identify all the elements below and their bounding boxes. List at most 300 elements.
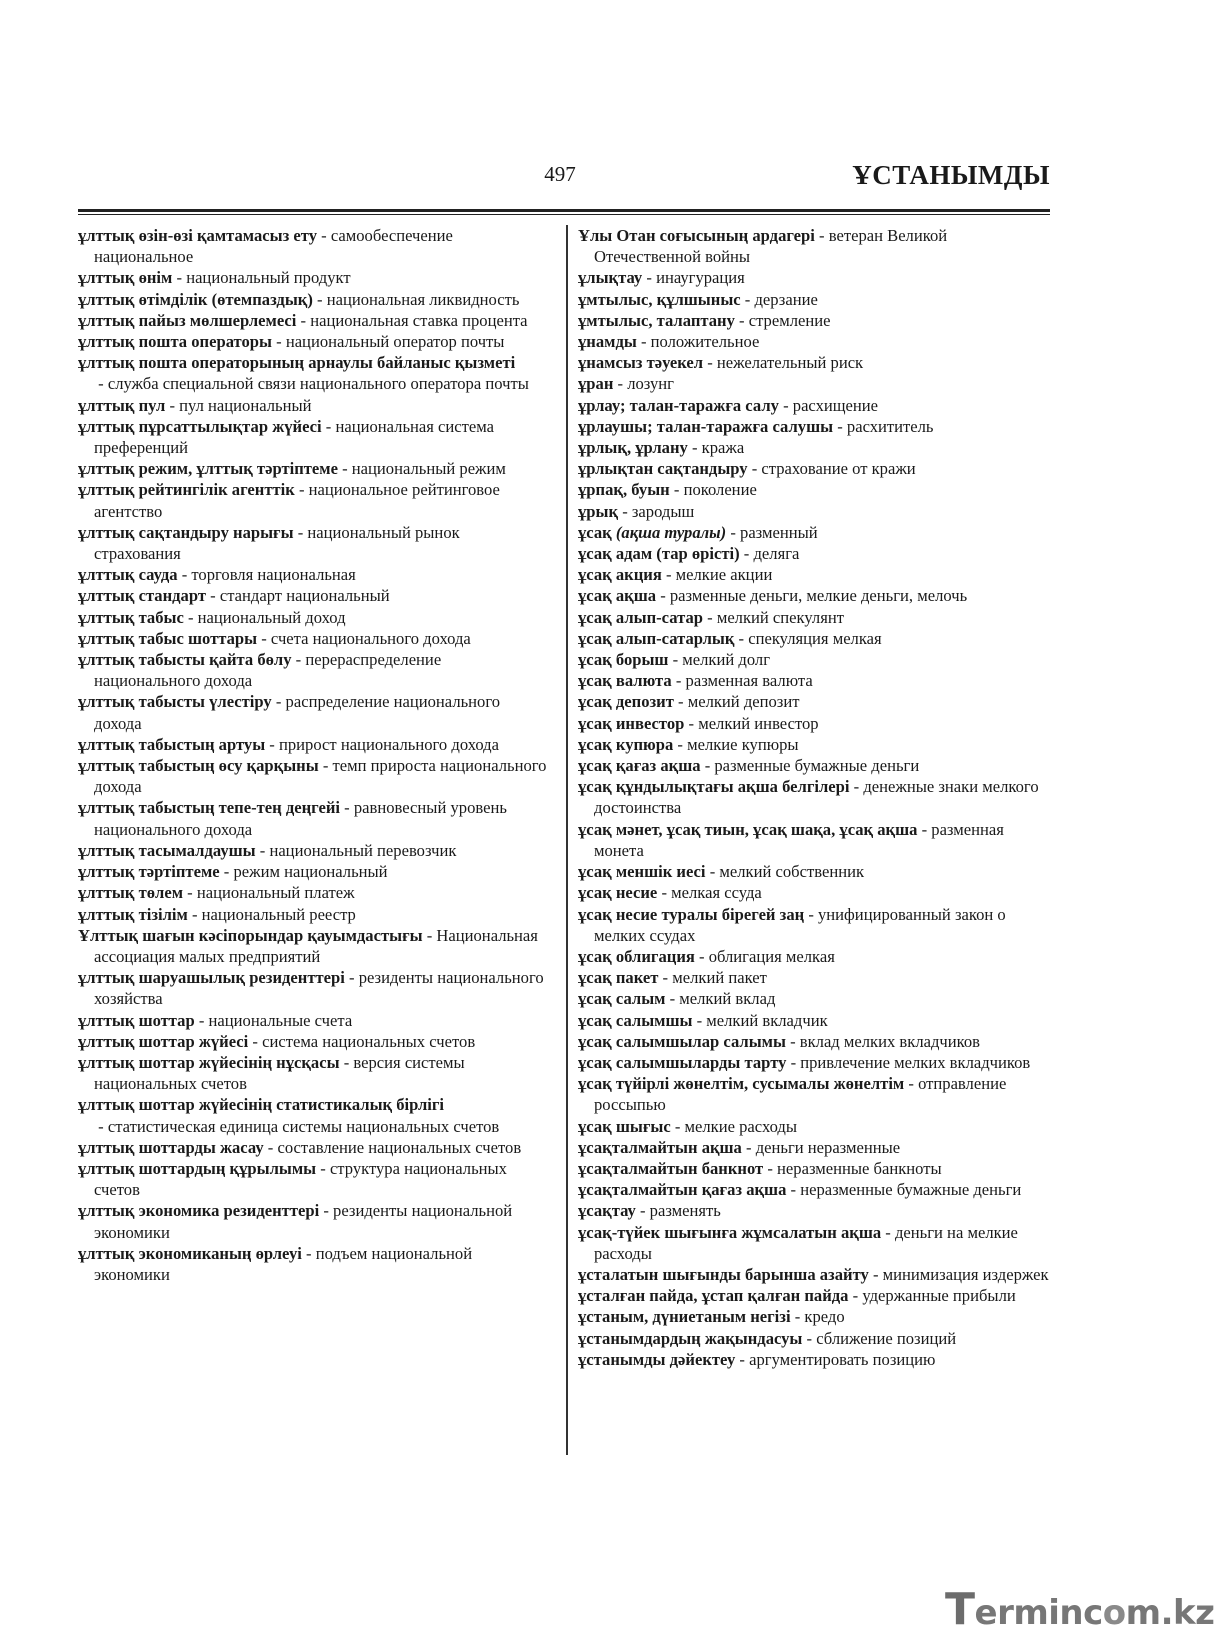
right-column (578, 225, 1053, 1370)
entry-separator: - (673, 734, 688, 754)
header-rule-thin (78, 214, 1050, 215)
dictionary-entry (78, 458, 548, 479)
entry-translation: стремление (748, 310, 831, 330)
entry-term: ұлттық шоттар жүйесінің статистикалық бірлігі (78, 1095, 445, 1115)
dictionary-entry (78, 882, 548, 903)
entry-translation: равновесный уровень национального дохода (94, 798, 507, 839)
entry-term: ұсақ салым (578, 989, 666, 1009)
entry-separator: - (293, 522, 308, 542)
dictionary-entry (78, 1052, 548, 1094)
dictionary-entry (578, 1116, 1053, 1137)
entry-translation: статистическая единица системы национальных счетов (107, 1116, 500, 1136)
dictionary-entry (78, 840, 548, 861)
entry-term: ұлттық экономиканың өрлеуі (78, 1243, 302, 1263)
dictionary-entry (578, 967, 1053, 988)
entry-term: ұлттық табыс (78, 607, 184, 627)
entry-translation: сближение позиций (816, 1328, 957, 1348)
dictionary-entry (78, 1243, 548, 1285)
entry-separator: - (917, 819, 932, 839)
entry-translation: самообеспечение национальное (94, 226, 453, 267)
entry-translation: ветеран Великой Отечественной войны (594, 226, 948, 267)
entry-translation: инаугурация (656, 268, 745, 288)
entry-separator: - (734, 628, 749, 648)
entry-separator: - (658, 968, 673, 988)
entry-separator: - (183, 607, 198, 627)
entry-term: ұстанымдардың жақындасуы (578, 1328, 803, 1348)
entry-translation: расхищение (792, 395, 879, 415)
entry-translation: мелкий пакет (672, 968, 767, 988)
entry-translation: торговля национальная (191, 565, 356, 585)
dictionary-entry (578, 331, 1053, 352)
entry-translation: неразменные бумажные деньги (800, 1180, 1022, 1200)
entry-translation: национальный доход (197, 607, 346, 627)
entry-separator: - (183, 883, 197, 903)
dictionary-entry (578, 289, 1053, 310)
entry-term: ұлттық табыс шоттары (78, 628, 258, 648)
entry-separator: - (172, 268, 187, 288)
entry-term: ұсақ депозит (578, 692, 674, 712)
entry-term: ұлттық сауда (78, 565, 178, 585)
entry-translation: мелкие купюры (687, 734, 799, 754)
dictionary-entry (78, 331, 548, 352)
entry-separator: - (165, 395, 180, 415)
entry-term: ұлттық табысты қайта бөлу (78, 650, 292, 670)
entry-separator: - (814, 226, 829, 245)
entry-term: ұсақ құндылықтағы ақша белгілері (578, 777, 850, 797)
entry-term: Ұлттық шағын кәсіпорындар қауымдастығы (78, 925, 423, 945)
entry-translation: мелкий спекулянт (716, 607, 844, 627)
entry-term: ұсақталмайтын банкнот (578, 1158, 764, 1178)
entry-separator: - (673, 692, 688, 712)
entry-term: ұлттық өзін-өзі қамтамасыз ету (78, 226, 317, 245)
entry-term: ұлттық пул (78, 395, 166, 415)
entry-translation: мелкие акции (675, 565, 773, 585)
entry-separator: - (177, 565, 192, 585)
entry-translation: минимизация издержек (882, 1264, 1049, 1284)
dictionary-entry (578, 1285, 1053, 1306)
dictionary-entry (578, 501, 1053, 522)
entry-term: ұсақ валюта (578, 671, 672, 691)
dictionary-entry (78, 607, 548, 628)
dictionary-entry (578, 1052, 1053, 1073)
dictionary-entry (578, 1073, 1053, 1115)
dictionary-entry (78, 1200, 548, 1242)
entry-separator: - (669, 480, 684, 500)
entry-translation: зародыш (631, 501, 695, 521)
entry-term: ұсақ-түйек шығынға жұмсалатын ақша (578, 1222, 882, 1242)
entry-separator: - (763, 1158, 778, 1178)
dictionary-entry (78, 925, 548, 967)
entry-term: ұсақ салымшы (578, 1010, 693, 1030)
entry-translation: разменная монета (594, 819, 1004, 860)
entry-term: ұстаным, дүниетаным негізі (578, 1307, 791, 1327)
entry-translation: деньги неразменные (755, 1137, 901, 1157)
entry-term: ұсақ салымшыларды тарту (578, 1052, 787, 1072)
entry-translation: аргументировать позицию (749, 1349, 936, 1369)
dictionary-entry (78, 797, 548, 839)
entry-separator: - (739, 544, 754, 564)
entry-separator: - (741, 1137, 756, 1157)
entry-translation: перераспределение национального дохода (94, 650, 442, 691)
entry-term: ұлықтау (578, 268, 643, 288)
entry-term: ұлттық пошта операторы (78, 332, 272, 352)
entry-term: ұран (578, 374, 614, 394)
entry-translation: мелкие расходы (684, 1116, 798, 1136)
entry-term: ұсақ пакет (578, 968, 659, 988)
dictionary-entry (78, 1010, 548, 1031)
dictionary-entry (578, 395, 1053, 416)
dictionary-entry (78, 564, 548, 585)
entry-term: ұнамды (578, 332, 637, 352)
entry-term: ұлттық сақтандыру нарығы (78, 522, 294, 542)
dictionary-entry (78, 395, 548, 416)
entry-separator: - (312, 289, 327, 309)
entry-translation: удержанные прибыли (862, 1286, 1016, 1306)
entry-translation: мелкий вкладчик (706, 1010, 828, 1030)
dictionary-entry (78, 967, 548, 1009)
entry-term: ұсақ салымшылар салымы (578, 1031, 786, 1051)
entry-separator: - (881, 1222, 895, 1242)
dictionary-entry (578, 691, 1053, 712)
entry-translation: национальный режим (351, 459, 506, 479)
dictionary-entry (78, 1137, 548, 1158)
entry-translation: отправление россыпью (594, 1074, 1007, 1115)
dictionary-entry (78, 1094, 548, 1136)
entry-separator: - (786, 1052, 801, 1072)
entry-translation: деляга (753, 544, 800, 564)
dictionary-entry (578, 1137, 1053, 1158)
entry-translation: резиденты национальной экономики (94, 1201, 513, 1242)
entry-translation: национальная ликвидность (326, 289, 520, 309)
entry-translation: кредо (804, 1307, 845, 1327)
entry-separator: - (848, 1286, 863, 1306)
entry-translation: положительное (650, 332, 760, 352)
entry-term: ұлттық стандарт (78, 586, 207, 606)
entry-separator: - (694, 946, 709, 966)
entry-separator: - (255, 840, 270, 860)
entry-separator: - (194, 1010, 209, 1030)
entry-translation: национальное рейтинговое агентство (94, 480, 500, 521)
entry-term: ұсақ купюра (578, 734, 674, 754)
dictionary-entry (578, 310, 1053, 331)
dictionary-entry (578, 819, 1053, 861)
watermark-o: o (1102, 1593, 1126, 1633)
entry-term: ұлттық тәртіптеме (78, 862, 220, 882)
dictionary-entry (578, 755, 1053, 776)
entry-separator: - (339, 1052, 354, 1072)
entry-term: ұсақ несие (578, 883, 658, 903)
entry-separator: - (726, 522, 741, 542)
dictionary-entry (578, 522, 1053, 543)
entry-translation: пул национальный (179, 395, 312, 415)
entry-translation: версия системы национальных счетов (94, 1052, 465, 1094)
entry-translation: вклад мелких вкладчиков (799, 1031, 980, 1051)
dictionary-entry (78, 289, 548, 310)
dictionary-entry (78, 734, 548, 755)
entry-separator: - (904, 1074, 919, 1094)
entry-term: ұсақ қағаз ақша (578, 756, 701, 776)
dictionary-entry (78, 479, 548, 521)
termincom-watermark-logo[interactable] (945, 1584, 1214, 1635)
entry-translation: мелкий вклад (679, 989, 776, 1009)
dictionary-entry (78, 904, 548, 925)
entry-separator: - (868, 1264, 883, 1284)
dictionary-entry (578, 776, 1053, 818)
dictionary-entry (578, 988, 1053, 1009)
entry-translation: распределение национального дохода (94, 692, 501, 733)
entry-translation: темп прироста национального дохода (94, 756, 547, 797)
entry-separator: - (219, 862, 234, 882)
entry-translation: мелкая ссуда (671, 883, 762, 903)
column-divider (566, 225, 568, 1455)
entry-translation: привлечение мелких вкладчиков (800, 1052, 1031, 1072)
entry-separator: - (735, 1349, 750, 1369)
dictionary-entry (578, 225, 1053, 267)
entry-separator: - (668, 650, 683, 670)
dictionary-entry (78, 755, 548, 797)
entry-separator: - (319, 1201, 334, 1221)
entry-translation: национальный реестр (201, 904, 356, 924)
dictionary-entry (578, 1222, 1053, 1264)
entry-term: ұлттық экономика резиденттері (78, 1201, 320, 1221)
entry-term: ұсақ шығыс (578, 1116, 671, 1136)
entry-separator: - (618, 501, 632, 521)
entry-translation: национальные счета (208, 1010, 353, 1030)
entry-translation: национальная система преференций (94, 416, 495, 458)
entry-translation: прирост национального дохода (278, 734, 499, 754)
dictionary-entry (78, 628, 548, 649)
dictionary-entry (578, 458, 1053, 479)
dictionary-entry (78, 1031, 548, 1052)
entry-translation: мелкий собственник (719, 862, 865, 882)
entry-separator: - (786, 1180, 801, 1200)
entry-term: ұлттық пошта операторының арнаулы байланыс қызметі (78, 353, 516, 373)
dictionary-entry (78, 267, 548, 288)
entry-translation: национальная ставка процента (310, 310, 528, 330)
entry-term: ұсақ мәнет, ұсақ тиын, ұсақ шақа, ұсақ ақша (578, 819, 918, 839)
entry-term: ұлттық шоттар (78, 1010, 195, 1030)
entry-separator: - (702, 607, 717, 627)
entry-translation: мелкий депозит (687, 692, 800, 712)
dictionary-entry (78, 352, 548, 394)
entry-separator: - (665, 989, 680, 1009)
dictionary-entry (578, 352, 1053, 373)
entry-term: ұсақ облигация (578, 946, 695, 966)
entry-separator: - (785, 1031, 800, 1051)
entry-translation: стандарт национальный (219, 586, 390, 606)
entry-separator: - (635, 1201, 650, 1221)
entry-translation: облигация мелкая (708, 946, 835, 966)
entry-translation: разменять (649, 1201, 721, 1221)
entry-term: ұсақ несие туралы бірегей заң (578, 904, 805, 924)
entry-translation: резиденты национального хозяйства (94, 968, 544, 1009)
entry-translation: деньги на мелкие расходы (594, 1222, 1018, 1263)
entry-term: ұсақ ақша (578, 586, 657, 606)
dictionary-entry (578, 649, 1053, 670)
entry-separator: - (703, 353, 717, 373)
running-head: ҰСТАНЫМДЫ (852, 160, 1050, 190)
entry-translation: неразменные банкноты (777, 1158, 942, 1178)
entry-term: ұлттық өнім (78, 268, 173, 288)
dictionary-entry (578, 607, 1053, 628)
dictionary-entry (578, 437, 1053, 458)
dictionary-entry (78, 861, 548, 882)
entry-separator: - (294, 480, 309, 500)
dictionary-entry (578, 1010, 1053, 1031)
entry-translation: нежелательный риск (716, 353, 864, 373)
entry-term: ұсақ инвестор (578, 713, 685, 733)
entry-term: ұлттық шоттар жүйесі (78, 1031, 249, 1051)
entry-term: ұстанымды дәйектеу (578, 1349, 736, 1369)
entry-term: ұлттық шоттарды жасау (78, 1137, 264, 1157)
entry-term: ұсталған пайда, ұстап қалған пайда (578, 1286, 849, 1306)
dictionary-entry (578, 713, 1053, 734)
entry-term: ұлттық режим, ұлттық тәртіптеме (78, 459, 338, 479)
entry-translation: национальный рынок страхования (94, 522, 460, 564)
entry-separator: - (657, 883, 672, 903)
entry-term: ұлттық тасымалдаушы (78, 840, 256, 860)
entry-translation: разменная валюта (685, 671, 813, 691)
entry-separator: - (248, 1031, 263, 1051)
dictionary-entry (578, 373, 1053, 394)
entry-separator: - (670, 1116, 685, 1136)
entry-translation: национальный продукт (186, 268, 351, 288)
entry-translation: счета национального дохода (270, 628, 471, 648)
entry-separator: - (740, 289, 755, 309)
entry-term: ұлттық рейтингілік агенттік (78, 480, 295, 500)
dictionary-entry (578, 1031, 1053, 1052)
entry-term: ұлттық табыстың артуы (78, 734, 266, 754)
dictionary-entry (578, 861, 1053, 882)
entry-term: ұрлық, ұрлану (578, 438, 688, 458)
entry-translation: мелкий долг (682, 650, 771, 670)
entry-separator: - (849, 777, 864, 797)
entry-term: ұлттық шоттар жүйесінің нұсқасы (78, 1052, 340, 1072)
entry-separator: - (802, 1328, 817, 1348)
entry-translation: страхование от кражи (761, 459, 916, 479)
dictionary-entry (578, 1158, 1053, 1179)
dictionary-entry (78, 225, 548, 267)
entry-term: ұсталатын шығынды барынша азайту (578, 1264, 869, 1284)
entry-term: Ұлы Отан соғысының ардагері (578, 226, 815, 245)
entry-separator: - (316, 1158, 330, 1178)
dictionary-entry (578, 670, 1053, 691)
entry-separator: - (422, 925, 437, 945)
entry-translation: дерзание (754, 289, 818, 309)
dictionary-entry (578, 564, 1053, 585)
dictionary-entry (578, 628, 1053, 649)
entry-term: ұсақ адам (тар өрісті) (578, 544, 740, 564)
entry-translation: расхититель (846, 416, 934, 436)
entry-note: (ақша туралы) (615, 522, 727, 542)
entry-separator: - (833, 416, 847, 436)
entry-separator: - (778, 395, 793, 415)
entry-separator: - (705, 862, 720, 882)
entry-separator: - (684, 713, 699, 733)
entry-separator: - (687, 438, 702, 458)
entry-separator: - (340, 798, 354, 818)
entry-separator: - (301, 1243, 316, 1263)
entry-separator: - (790, 1307, 805, 1327)
dictionary-entry (78, 691, 548, 733)
entry-term: ұсақталмайтын ақша (578, 1137, 742, 1157)
entry-separator: - (265, 734, 279, 754)
dictionary-entry (578, 1179, 1053, 1200)
dictionary-entry (578, 543, 1053, 564)
entry-translation: служба специальной связи национального оператора почты (107, 374, 529, 394)
entry-translation: режим национальный (233, 862, 388, 882)
entry-term: ұлттық табысты үлестіру (78, 692, 272, 712)
entry-term: ұсақ (578, 522, 612, 542)
dictionary-entry (578, 1328, 1053, 1349)
dictionary-entry (578, 416, 1053, 437)
dictionary-entry (578, 1200, 1053, 1221)
entry-separator: - (187, 904, 202, 924)
entry-separator: - (642, 268, 657, 288)
entry-separator: - (263, 1137, 278, 1157)
page-number: 497 (544, 162, 576, 186)
left-column (78, 225, 548, 1285)
entry-separator: - (296, 310, 311, 330)
entry-term: ұсақтау (578, 1201, 636, 1221)
entry-term: ұсақ түйірлі жөнелтім, сусымалы жөнелтім (578, 1074, 905, 1094)
entry-separator: - (692, 1010, 707, 1030)
entry-translation: спекуляция мелкая (748, 628, 882, 648)
entry-translation: Национальная ассоциация малых предприятий (94, 925, 538, 966)
entry-term: ұрық (578, 501, 619, 521)
entry-separator: - (271, 332, 286, 352)
dictionary-entry (578, 882, 1053, 903)
entry-translation: подъем национальной экономики (94, 1243, 473, 1284)
entry-term: ұсақ меншік иесі (578, 862, 706, 882)
dictionary-entry (78, 585, 548, 606)
entry-separator: - (613, 374, 628, 394)
entry-separator: - (321, 416, 336, 436)
dictionary-entry (578, 1306, 1053, 1327)
entry-term: ұлттық шоттардың құрылымы (78, 1158, 317, 1178)
dictionary-entry (578, 734, 1053, 755)
entry-term: ұрпақ, буын (578, 480, 670, 500)
entry-separator: - (747, 459, 762, 479)
entry-separator: - (700, 756, 715, 776)
entry-separator: - (94, 1116, 108, 1136)
entry-term: ұрлықтан сақтандыру (578, 459, 748, 479)
entry-translation: поколение (683, 480, 757, 500)
dictionary-entry (578, 1349, 1053, 1370)
watermark-suffix: m.kz (1125, 1593, 1214, 1633)
entry-term: ұсақ акция (578, 565, 662, 585)
entry-translation: унифицированный закон о мелких ссудах (594, 904, 1006, 945)
entry-term: ұрлаушы; талан-таражға салушы (578, 416, 834, 436)
entry-separator: - (291, 650, 306, 670)
dictionary-entry (78, 649, 548, 691)
entry-separator: - (804, 904, 818, 924)
entry-term: ұлттық пайыз мөлшерлемесі (78, 310, 297, 330)
entry-term: ұлттық табыстың тепе-тең деңгейі (78, 798, 341, 818)
entry-separator: - (661, 565, 676, 585)
entry-term: ұлттық өтімділік (өтемпаздық) (78, 289, 313, 309)
dictionary-entry (578, 267, 1053, 288)
entry-separator: - (671, 671, 686, 691)
entry-term: ұнамсыз тәуекел (578, 353, 704, 373)
entry-translation: национальный оператор почты (285, 332, 505, 352)
entry-translation: разменные бумажные деньги (714, 756, 920, 776)
watermark-initial: T (945, 1584, 975, 1635)
dictionary-entry (78, 1158, 548, 1200)
entry-translation: кража (701, 438, 745, 458)
entry-term: ұсақ борыш (578, 650, 669, 670)
entry-term: ұсақ алып-сатар (578, 607, 703, 627)
